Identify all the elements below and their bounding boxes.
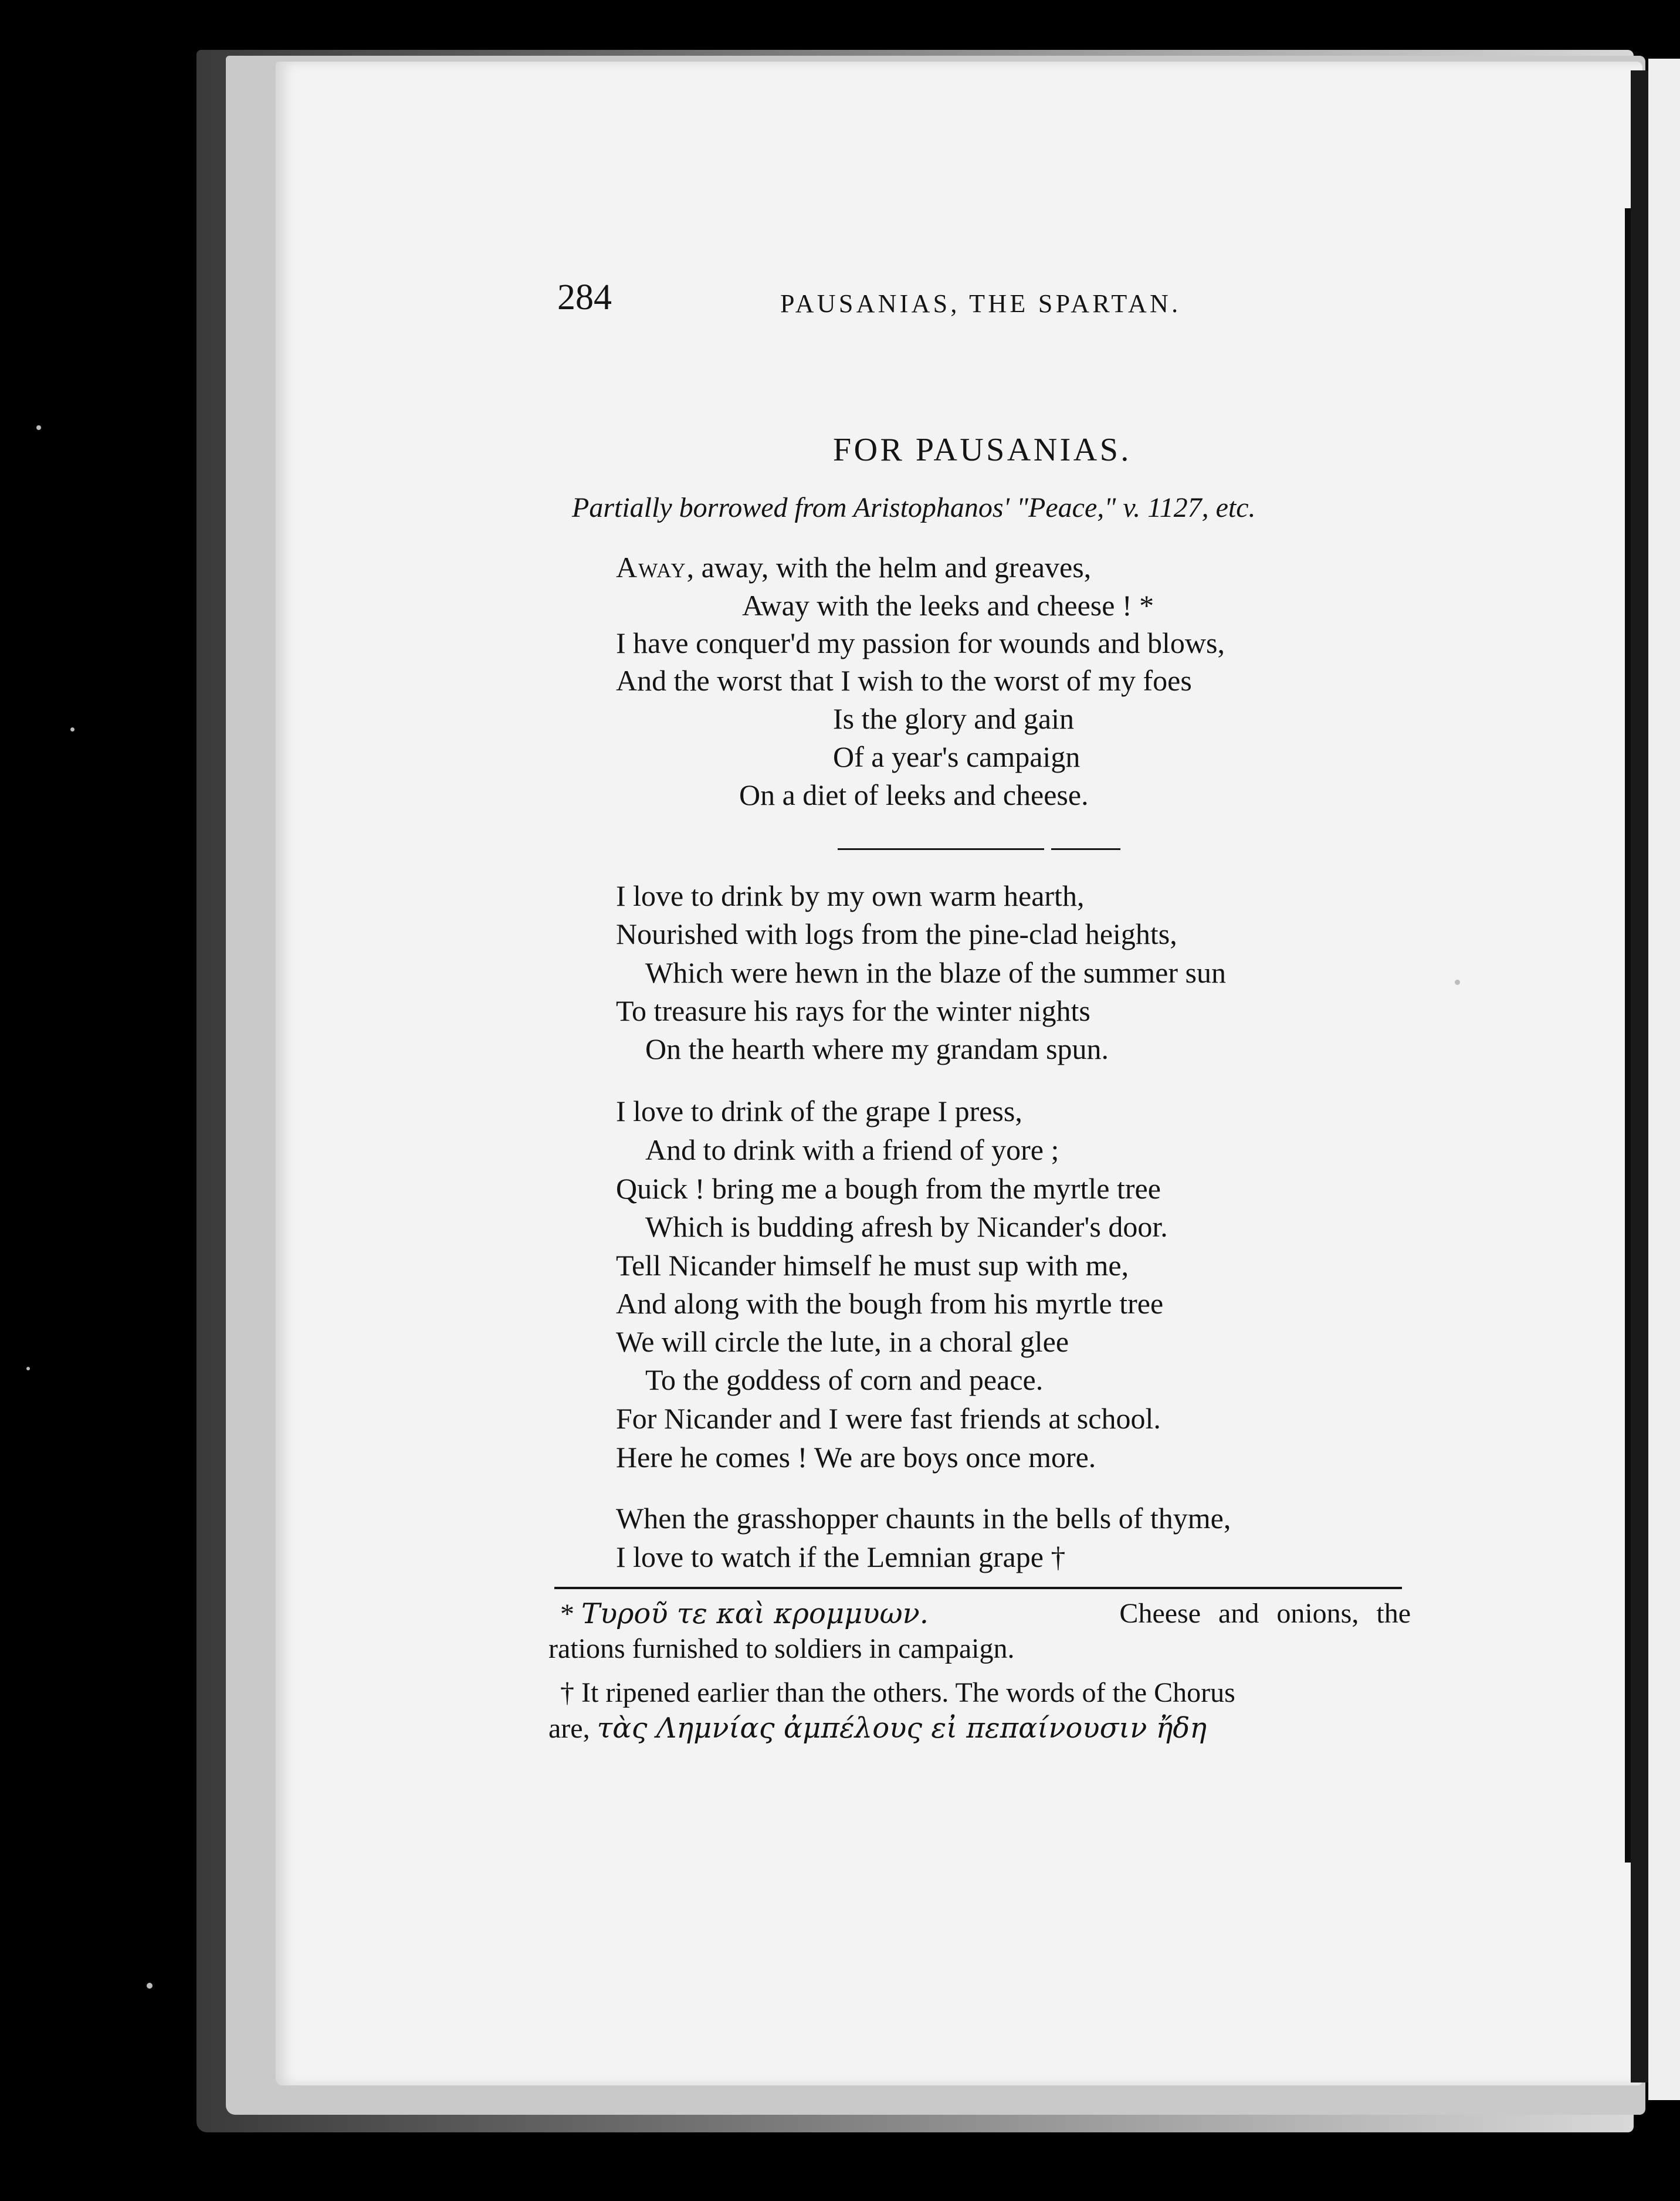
footnote-2-line-2 [548, 1710, 1411, 1747]
poem-line: For Nicander and I were fast friends at school. [616, 1402, 1161, 1435]
footnote-1-text: Cheese and onions, the [1119, 1598, 1411, 1629]
poem-line: I love to drink by my own warm hearth, [616, 879, 1085, 912]
poem-line: Of a year's campaign [833, 740, 1081, 773]
footnote-2-line-1: † It ripened earlier than the others. The words of the Chorus [560, 1677, 1235, 1708]
poem-line: Is the glory and gain [833, 702, 1075, 735]
poem-line: Quick ! bring me a bough from the myrtle tree [616, 1172, 1161, 1205]
poem-line: I love to drink of the grape I press, [616, 1095, 1022, 1127]
poem-title: FOR PAUSANIAS. [833, 432, 1132, 468]
poem-subtitle: Partially borrowed from Aristophanos' "Peace," v. 1127, etc. [572, 492, 1256, 523]
stanza-divider-short [1051, 848, 1120, 850]
page-gutter-shadow [1631, 70, 1648, 2083]
scan-speck [147, 1983, 153, 1989]
facing-page-edge [1648, 59, 1680, 2100]
footnote-1-greek: Τυροῦ τε καὶ κρομμυων. [581, 1597, 929, 1630]
running-title: PAUSANIAS, THE SPARTAN. [780, 289, 1181, 318]
poem-line: Tell Nicander himself he must sup with me, [616, 1249, 1129, 1282]
scan-speck [26, 1367, 30, 1370]
poem-line: Away with the leeks and cheese ! * [742, 589, 1154, 622]
book-page [276, 62, 1642, 2085]
footnote-1-mark: * [560, 1599, 574, 1630]
footnote-1-line-1 [548, 1596, 1411, 1633]
footnote-1-line-2: rations furnished to soldiers in campaign. [548, 1633, 1015, 1664]
scan-speck [36, 425, 41, 430]
poem-line: Which were hewn in the blaze of the summer sun [645, 956, 1226, 989]
poem-line: Here he comes ! We are boys once more. [616, 1441, 1096, 1474]
footnote-2-lead: are, [548, 1713, 590, 1744]
poem-line: And along with the bough from his myrtle tree [616, 1287, 1164, 1320]
poem-line: On the hearth where my grandam spun. [645, 1032, 1109, 1065]
poem-line: To the goddess of corn and peace. [645, 1363, 1044, 1396]
scan-speck [1455, 980, 1460, 985]
poem-line: We will circle the lute, in a choral glee [616, 1325, 1069, 1358]
scan-speck [70, 727, 74, 732]
page-number: 284 [557, 277, 612, 317]
poem-line [616, 548, 1091, 586]
poem-first-word: Away [616, 551, 687, 584]
footnote-2-greek: τὰς Λημνίας ἀμπέλους εἰ πεπαίνουσιν ἤδη [597, 1712, 1207, 1745]
poem-line: Which is budding afresh by Nicander's door. [645, 1210, 1168, 1243]
footnote-rule [554, 1587, 1402, 1589]
poem-line: To treasure his rays for the winter nights [616, 994, 1090, 1027]
stanza-divider-long [838, 848, 1044, 850]
poem-line: When the grasshopper chaunts in the bells of thyme, [616, 1502, 1231, 1535]
poem-line: I have conquer'd my passion for wounds and blows, [616, 627, 1225, 659]
poem-line: On a diet of leeks and cheese. [739, 778, 1089, 811]
poem-line-text: , away, with the helm and greaves, [686, 551, 1092, 584]
poem-line: And the worst that I wish to the worst of my foes [616, 664, 1192, 697]
poem-line: And to drink with a friend of yore ; [645, 1133, 1059, 1166]
poem-line: Nourished with logs from the pine-clad heights, [616, 917, 1177, 950]
page-edge-rule [1625, 208, 1631, 1863]
poem-line: I love to watch if the Lemnian grape † [616, 1540, 1066, 1573]
